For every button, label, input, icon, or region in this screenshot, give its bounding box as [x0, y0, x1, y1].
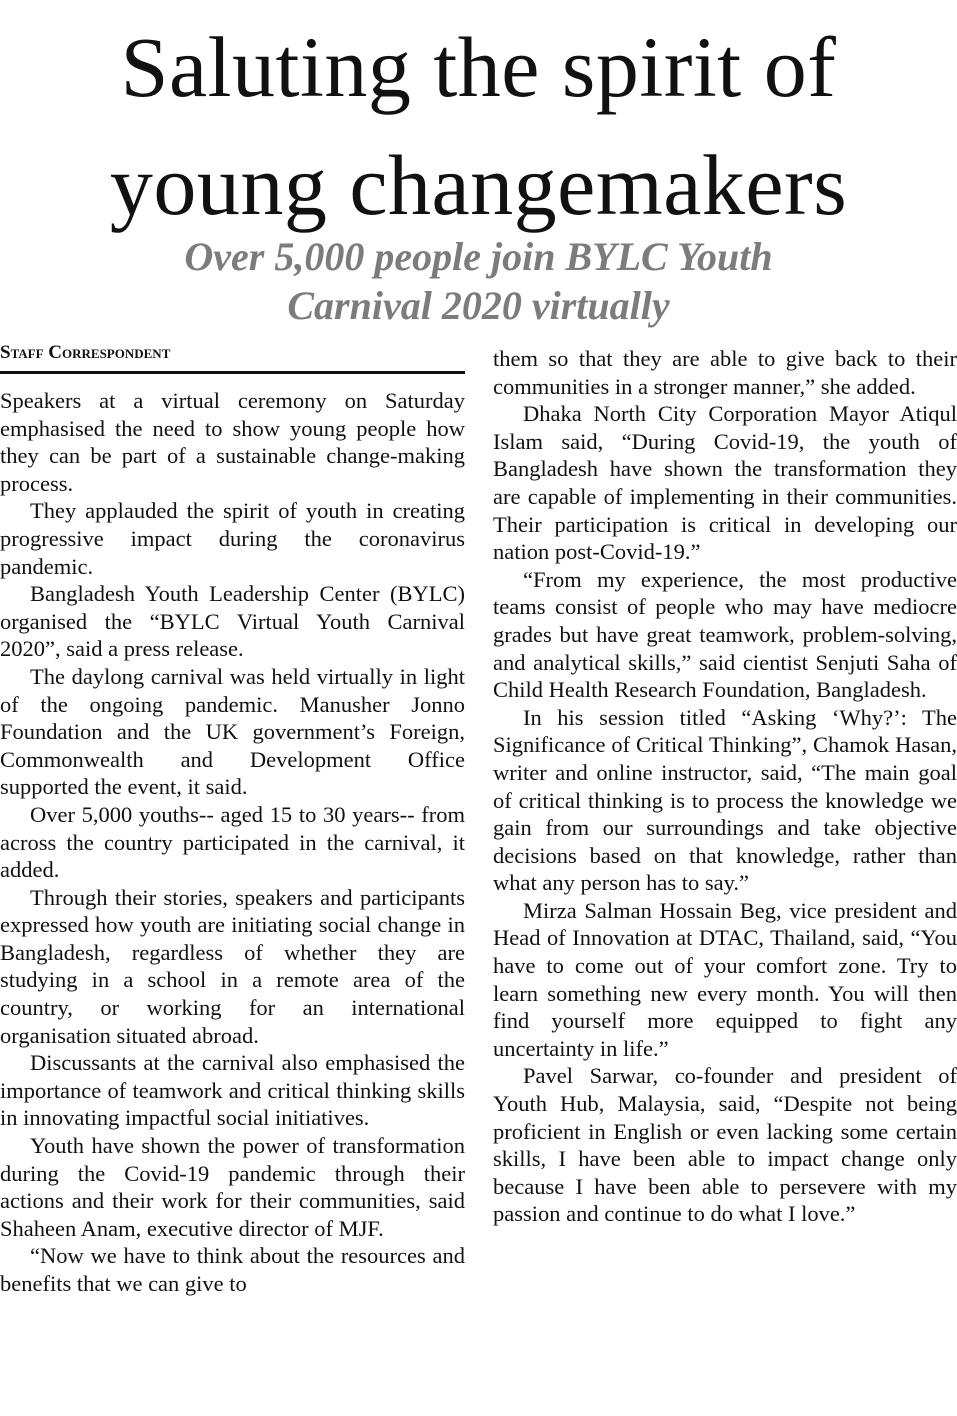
paragraph: Bangladesh Youth Leadership Center (BYLC) organised the “BYLC Virtual Youth Carnival 2020”, said a press release. — [0, 581, 465, 662]
article-column-right — [493, 345, 957, 1228]
subheadline-line-2: Carnival 2020 virtually — [287, 283, 670, 328]
paragraph: Through their stories, speakers and participants expressed how youth are initiating social change in Bangladesh, regardless of whether they are studying in a school in a remote area of the country, or working for an international organisation situated abroad. — [0, 884, 465, 1048]
paragraph: They applauded the spirit of youth in creating progressive impact during the coronavirus pandemic. — [0, 498, 465, 579]
headline — [0, 8, 957, 244]
paragraph: In his session titled “Asking ‘Why?’: The Significance of Critical Thinking”, Chamok Hasan, writer and online instructor, said, “The main goal of critical thinking is to process the knowledge we gain from our surroundings and take objective decisions based on that knowledge, rather than what any person has to say.” — [493, 704, 957, 896]
byline-divider — [0, 371, 465, 374]
paragraph: Over 5,000 youths-- aged 15 to 30 years-- from across the country participated in the carnival, it added. — [0, 801, 465, 883]
paragraph: Dhaka North City Corporation Mayor Atiqul Islam said, “During Covid-19, the youth of Bangladesh have shown the transformation they are capable of implementing in their communities. Their participation is critical in developing our nation post-Covid-19.” — [493, 401, 957, 565]
byline: Staff Correspondent — [0, 342, 171, 363]
paragraph: Youth have shown the power of transformation during the Covid-19 pandemic through their actions and their work for their communities, said Shaheen Anam, executive director of MJF. — [0, 1133, 465, 1241]
article-column-left — [0, 387, 465, 1298]
headline-line-1: Saluting the spirit of — [120, 19, 837, 115]
paragraph: Discussants at the carnival also emphasised the importance of teamwork and critical thinking skills in innovating impactful social initiatives. — [0, 1050, 465, 1131]
paragraph: “Now we have to think about the resources and benefits that we can give to — [0, 1243, 465, 1296]
paragraph: them so that they are able to give back to their communities in a stronger manner,” she added. — [493, 346, 957, 399]
subheadline — [0, 232, 957, 330]
paragraph: The daylong carnival was held virtually in light of the ongoing pandemic. Manusher Jonno Foundation and the UK government’s Foreign, Commonwealth and Development Office supported the event, it said. — [0, 663, 465, 800]
paragraph: “From my experience, the most productive teams consist of people who may have mediocre grades but have great teamwork, problem-solving, and analytical skills,” said cientist Senjuti Saha of Child Health Research Foundation, Bangladesh. — [493, 566, 957, 703]
paragraph: Pavel Sarwar, co-founder and president of Youth Hub, Malaysia, said, “Despite not being proficient in English or even lacking some certain skills, I have been able to impact change only because I have been able to persevere with my passion and continue to do what I love.” — [493, 1063, 957, 1227]
paragraph: Mirza Salman Hossain Beg, vice president and Head of Innovation at DTAC, Thailand, said, “You have to come out of your comfort zone. Try to learn something new every month. You will then find yourself more equipped to fight any uncertainty in life.” — [493, 897, 957, 1061]
paragraph: Speakers at a virtual ceremony on Saturday emphasised the need to show young people how they can be part of a sustainable change-making process. — [0, 388, 465, 496]
subheadline-line-1: Over 5,000 people join BYLC Youth — [184, 234, 773, 279]
headline-line-2: young changemakers — [109, 137, 848, 233]
